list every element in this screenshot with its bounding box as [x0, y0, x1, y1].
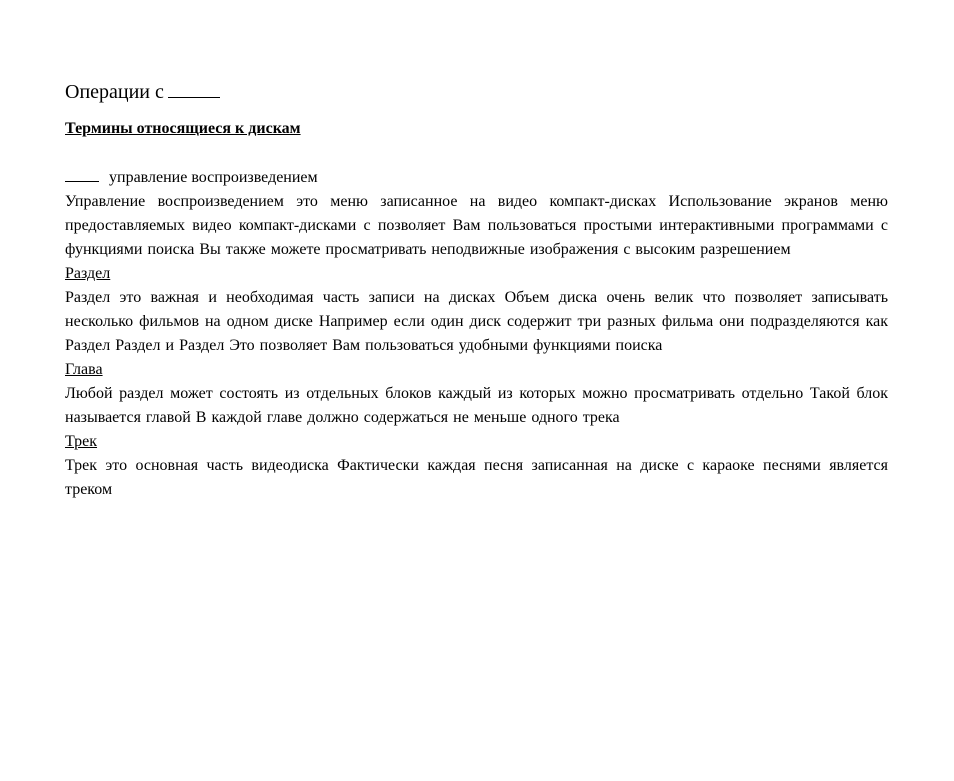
term-heading: [65, 358, 888, 382]
term-description: Трек это основная часть видеодиска Фактически каждая песня записанная на диске с караоке песнями является треком: [65, 457, 888, 498]
term-heading: [65, 430, 888, 454]
term-heading: [65, 262, 888, 286]
term-entry-playback-control: [65, 166, 888, 262]
term-blank-underline: [65, 167, 99, 182]
term-label: управление воспроизведением: [109, 169, 318, 186]
term-description: Любой раздел может состоять из отдельных блоков каждый из которых можно просматривать отдельно Такой блок называется главой В каждой главе должно содержаться не меньше одного трека: [65, 385, 888, 426]
term-entry-track: [65, 430, 888, 502]
section-heading: Термины относящиеся к дискам: [65, 120, 301, 137]
page-title: [65, 80, 220, 104]
terms-list: [65, 166, 888, 502]
term-heading: [65, 166, 888, 190]
term-description: Раздел это важная и необходимая часть записи на дисках Объем диска очень велик что позволяет записывать несколько фильмов на одном диске Например если один диск содержит три разных фильма они подразделяются как Раздел Раздел и Раздел Это позволяет Вам пользоваться удобными функциями поиска: [65, 289, 888, 354]
title-blank-underline: [168, 80, 220, 98]
term-label: Раздел: [65, 265, 111, 282]
term-entry-title: [65, 262, 888, 358]
term-description: Управление воспроизведением это меню записанное на видео компакт-дисках Использование экранов меню предоставляемых видео компакт-дисками с позволяет Вам пользоваться простыми интерактивными программами с функциями поиска Вы также можете просматривать неподвижные изображения с высоким разрешением: [65, 193, 888, 258]
term-label: Трек: [65, 433, 98, 450]
term-entry-chapter: [65, 358, 888, 430]
term-label: Глава: [65, 361, 103, 378]
page-title-text: Операции с: [65, 81, 164, 103]
